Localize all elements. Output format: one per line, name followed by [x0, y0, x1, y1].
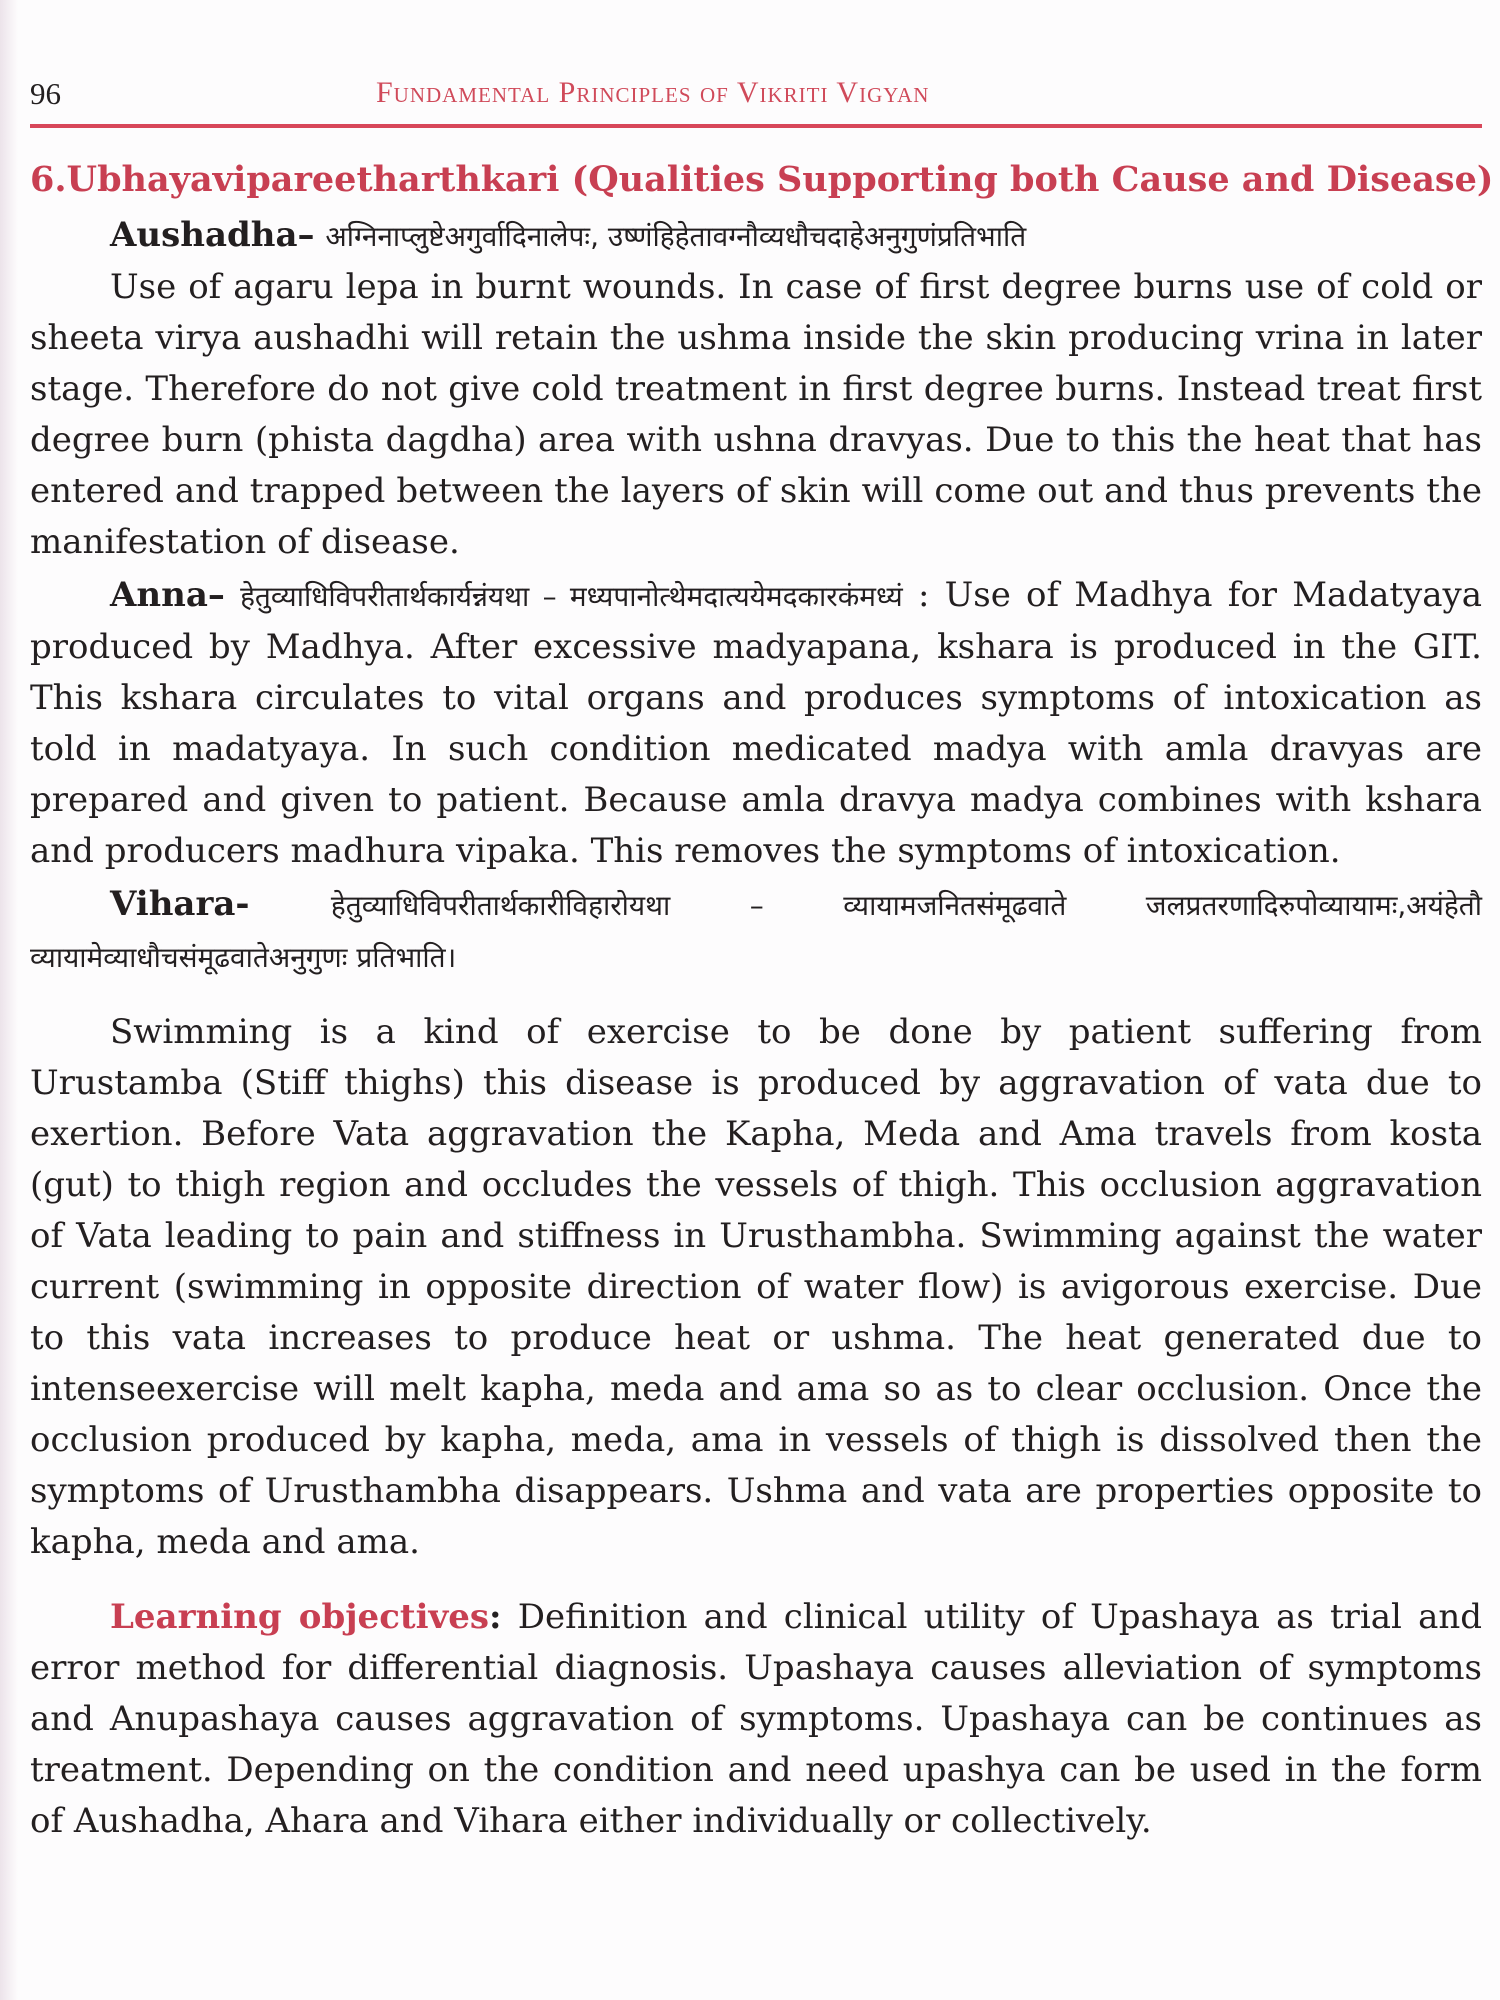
- learning-objectives-paragraph: [30, 1592, 1482, 1847]
- aushadha-paragraph: Use of agaru lepa in burnt wounds. In case of first degree burns use of cold or sheeta virya aushadhi will retain the ushma inside the skin producing vrina in later stage. Therefore do not give cold treatment in first degree burns. Instead treat first degree burn (phista dagdha) area with ushna dravyas. Due to this the heat that has entered and trapped between the layers of skin will come out and thus prevents the manifestation of disease.: [30, 267, 1482, 562]
- learning-objectives-body: Definition and clinical utility of Upashaya as trial and error method for differential diagnosis. Upashaya causes alleviation of symptoms and Anupashaya causes aggravation of symptoms. Upashaya can be continues as treatment. Depending on the condition and need upashya can be used in the form of Aushadha, Ahara and Vihara either individually or collectively.: [30, 1597, 1482, 1841]
- aushadha-label: Aushadha–: [110, 215, 315, 255]
- anna-body: : Use of Madhya for Madatyaya produced by Madhya. After excessive madyapana, kshara is produced in the GIT. This kshara circulates to vital organs and produces symptoms of intoxication as told in madatyaya. In such condition medicated madya with amla dravyas are prepared and given to patient. Because amla dravya madya combines with kshara and producers madhura vipaka. This removes the symptoms of intoxication.: [30, 575, 1482, 871]
- page-number: 96: [30, 76, 61, 111]
- aushadha-sanskrit: अग्निनाप्लुष्टेअगुर्वादिनालेपः, उष्णंहिहेतावग्नौव्यधौचदाहेअनुगुणंप्रतिभाति: [325, 220, 1027, 253]
- anna-sanskrit: हेतुव्याधिविपरीतार्थकार्यन्नंयथा – मध्यपानोत्थेमदात्ययेमदकारकंमध्यं: [240, 580, 903, 613]
- learning-objectives-label: Learning objectives: [110, 1597, 490, 1637]
- vihara-label: Vihara-: [110, 884, 250, 924]
- page-edge-shade: [0, 0, 18, 2000]
- running-head: [30, 68, 1470, 118]
- aushadha-line: [30, 210, 1482, 262]
- section-title: Ubhayavipareetharthkari (Qualities Supporting both Cause and Disease): [66, 159, 1494, 200]
- learning-objectives-colon: :: [489, 1597, 502, 1637]
- vihara-paragraph: Swimming is a kind of exercise to be done by patient suffering from Urustamba (Stiff thighs) this disease is produced by aggravation of vata due to exertion. Before Vata aggravation the Kapha, Meda and Ama travels from kosta (gut) to thigh region and occludes the vessels of thigh. This occlusion aggravation of Vata leading to pain and stiffness in Urusthambha. Swimming against the water current (swimming in opposite direction of water flow) is avigorous exercise. Due to this vata increases to produce heat or ushma. The heat generated due to intenseexercise will melt kapha, meda and ama so as to clear occlusion. Once the occlusion produced by kapha, meda, ama in vessels of thigh is dissolved then the symptoms of Urusthambha disappears. Ushma and vata are properties opposite to kapha, meda and ama.: [30, 1012, 1482, 1562]
- book-title: Fundamental Principles of Vikriti Vigyan: [376, 76, 930, 109]
- vihara-sanskrit: हेतुव्याधिविपरीतार्थकारीविहारोयथा – व्यायामजनितसंमूढवाते जलप्रतरणादिरुपोव्यायामः,अयंहेतौ व्यायामेव्याधौचसंमूढवातेअनुगुणः प्रतिभाति।: [30, 889, 1482, 974]
- vihara-sanskrit-paragraph: [30, 879, 1482, 983]
- page-body: [30, 152, 1494, 1847]
- section-heading: [30, 152, 1494, 208]
- anna-label: Anna–: [110, 575, 225, 615]
- section-number: 6.: [30, 159, 67, 200]
- anna-paragraph: [30, 570, 1482, 877]
- header-rule: [30, 124, 1482, 128]
